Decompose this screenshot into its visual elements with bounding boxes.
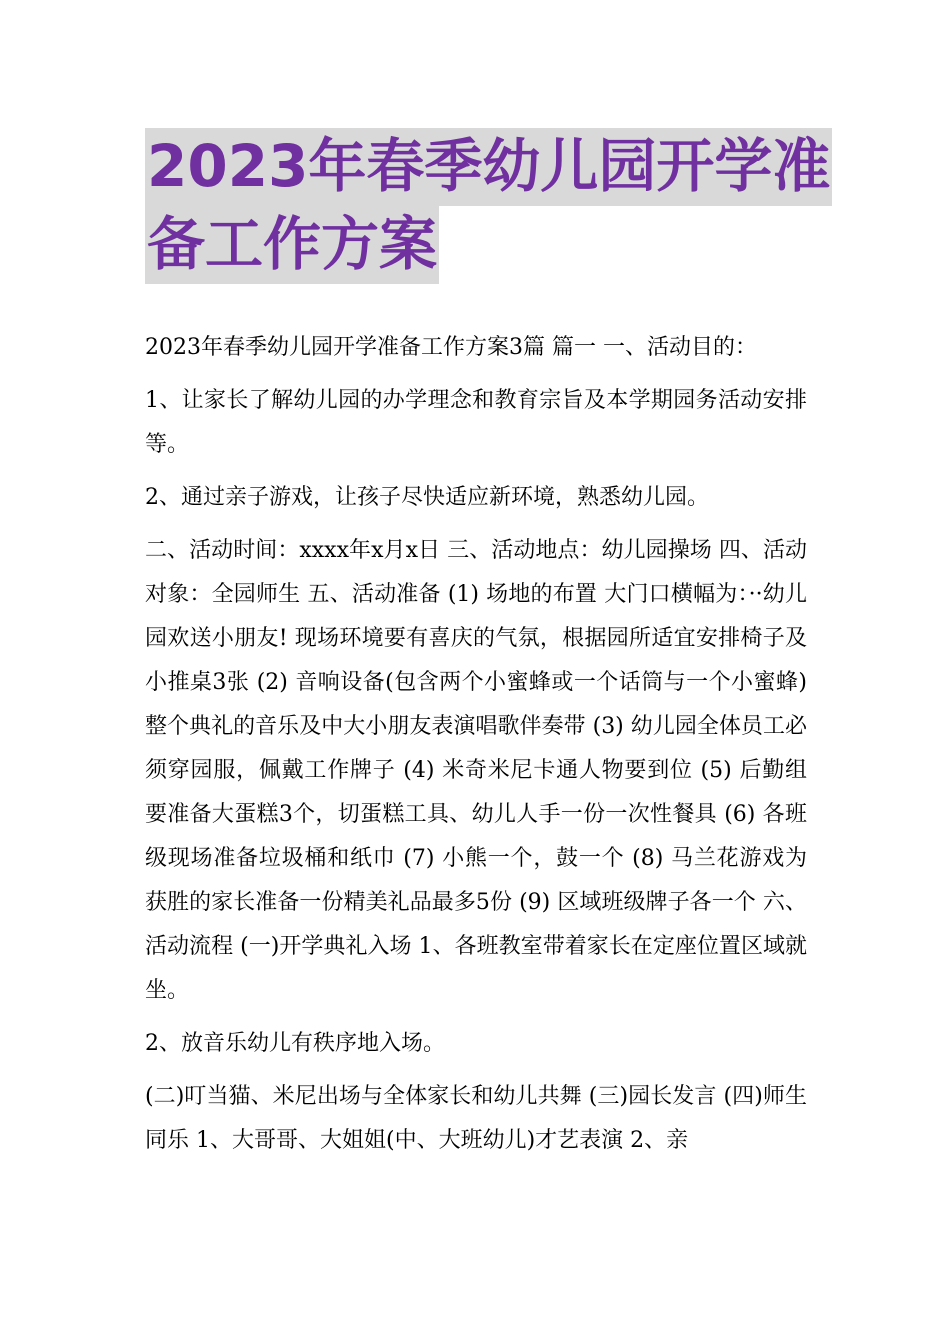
document-body: [145, 326, 807, 1172]
paragraph-2: 1、让家长了解幼儿园的办学理念和教育宗旨及本学期园务活动安排等。: [145, 388, 807, 457]
title-line-1: 2023年春季幼儿园开学准: [145, 128, 832, 206]
document-title: [145, 128, 831, 284]
paragraph-3: 2、通过亲子游戏，让孩子尽快适应新环境，熟悉幼儿园。: [145, 485, 709, 510]
paragraph-5: 2、放音乐幼儿有秩序地入场。: [145, 1031, 445, 1056]
paragraph-4: 二、活动时间：xxxx年x月x日 三、活动地点：幼儿园操场 四、活动对象：全园师生 五、活动准备 (1) 场地的布置 大门口横幅为：··幼儿园欢送小朋友! 现场环境要有喜庆的气氛，根据园所适宜安排椅子及小推桌3张 (2) 音响设备(包含两个小蜜蜂或一个话筒与一个小蜜蜂) 整个典礼的音乐及中大小朋友表演唱歌伴奏带 (3) 幼儿园全体员工必须穿园服，佩戴工作牌子 (4) 米奇米尼卡通人物要到位 (5) 后勤组要准备大蛋糕3个，切蛋糕工具、幼儿人手一份一次性餐具 (6) 各班级现场准备垃圾桶和纸巾 (7) 小熊一个，鼓一个 (8) 马兰花游戏为获胜的家长准备一份精美礼品最多5份 (9) 区域班级牌子各一个 六、活动流程 (一)开学典礼入场 1、各班教室带着家长在定座位置区域就坐。: [145, 538, 807, 1003]
title-line-2: 备工作方案: [145, 206, 439, 284]
paragraph-1: 2023年春季幼儿园开学准备工作方案3篇 篇一 一、活动目的：: [145, 335, 757, 360]
paragraph-6: (二)叮当猫、米尼出场与全体家长和幼儿共舞 (三)园长发言 (四)师生同乐 1、大哥哥、大姐姐(中、大班幼儿)才艺表演 2、亲: [145, 1084, 807, 1153]
